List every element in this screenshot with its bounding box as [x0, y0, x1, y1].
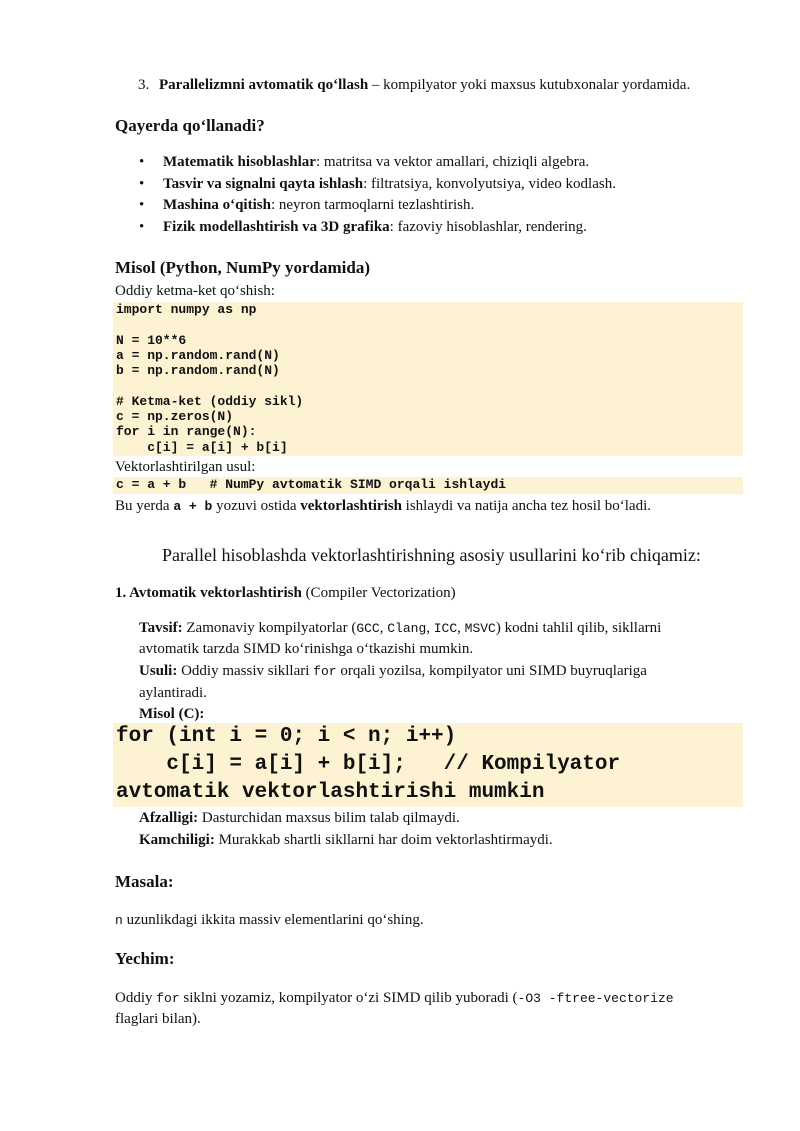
tavsif-text: ,	[457, 620, 465, 636]
where-item-text: : matritsa va vektor amallari, chiziqli algebra.	[315, 154, 590, 170]
tavsif-line-1	[139, 618, 661, 639]
masala-text-body: uzunlikdagi ikkita massiv elementlarini qo‘shing.	[122, 912, 424, 928]
code-line: import numpy as np	[116, 302, 257, 317]
code-block-python	[113, 302, 743, 456]
explain-text: Bu yerda	[115, 498, 174, 514]
code-block-vectorized	[113, 477, 743, 494]
code-line: c = a + b # NumPy avtomatik SIMD orqali ishlaydi	[116, 477, 507, 492]
list-number: 3.	[138, 77, 150, 93]
code-line	[116, 378, 740, 393]
kamchiligi-label: Kamchiligi:	[139, 832, 215, 848]
code-line: c[i] = a[i] + b[i]; // Kompilyator	[116, 753, 621, 776]
tavsif-text: ,	[379, 620, 388, 636]
usuli-line-1	[139, 661, 647, 682]
afzalligi-label: Afzalligi:	[139, 810, 199, 826]
code-line: c = np.zeros(N)	[116, 409, 234, 425]
yechim-text: siklni yozamiz, kompilyator o‘zi SIMD qilib yuboradi (	[179, 990, 518, 1006]
explain-text: ishlaydi va natija ancha tez hosil bo‘ladi.	[401, 498, 652, 514]
inline-code: MSVC	[464, 621, 496, 636]
code-line: avtomatik vektorlashtirishi mumkin	[116, 781, 545, 804]
tavsif-text: Zamonaviy kompilyatorlar (	[182, 620, 357, 636]
tavsif-label: Tavsif:	[139, 620, 183, 636]
inline-code: -O3 -ftree-vectorize	[517, 991, 674, 1006]
where-item-bold: Fizik modellashtirish va 3D grafika	[163, 219, 390, 235]
where-item-text: : filtratsiya, konvolyutsiya, video kodlash.	[363, 176, 616, 192]
code-line: b = np.random.rand(N)	[116, 363, 280, 379]
bullet-icon: •	[139, 219, 145, 235]
inline-code: GCC	[356, 621, 380, 636]
code-line: N = 10**6	[116, 332, 187, 348]
usuli-line-2: aylantiradi.	[139, 685, 207, 701]
usuli-text: orqali yozilsa, kompilyator uni SIMD buyruqlariga	[336, 663, 647, 679]
list-item-3	[138, 75, 690, 96]
vectorized-label: Vektorlashtirilgan usul:	[115, 459, 256, 475]
where-item-bold: Matematik hisoblashlar	[163, 154, 316, 170]
explain-text: yozuvi ostida	[212, 498, 301, 514]
example-heading: Misol (Python, NumPy yordamida)	[115, 258, 370, 277]
inline-code: ICC	[433, 621, 458, 636]
where-item	[139, 217, 587, 238]
where-item-bold: Mashina o‘qitish	[163, 197, 271, 213]
usuli-text: Oddiy massiv sikllari	[177, 663, 314, 679]
where-item	[139, 195, 475, 216]
where-heading: Qayerda qo‘llanadi?	[115, 116, 265, 135]
bullet-icon: •	[139, 176, 145, 192]
where-item	[139, 152, 590, 173]
explain-paragraph	[115, 496, 651, 517]
inline-code: Clang	[387, 621, 427, 636]
where-item-text: : fazoviy hisoblashlar, rendering.	[389, 219, 587, 235]
inline-code: n	[115, 913, 123, 928]
intro-sentence: Parallel hisoblashda vektorlashtirishning asosiy usullarini ko‘rib chiqamiz:	[162, 545, 701, 565]
tavsif-line-2: avtomatik tarzda SIMD ko‘rinishga o‘tkazishi mumkin.	[139, 641, 474, 657]
section-1-bold: 1. Avtomatik vektorlashtirish	[115, 585, 302, 601]
misol-c-label: Misol (C):	[139, 706, 205, 722]
afzalligi-text: Dasturchidan maxsus bilim talab qilmaydi.	[198, 810, 460, 826]
code-line	[116, 317, 740, 332]
masala-heading: Masala:	[115, 872, 174, 891]
yechim-heading: Yechim:	[115, 949, 175, 968]
code-line: # Ketma-ket (oddiy sikl)	[116, 393, 304, 409]
section-1-heading	[115, 583, 456, 604]
usuli-label: Usuli:	[139, 663, 178, 679]
yechim-line-2: flaglari bilan).	[115, 1011, 201, 1027]
inline-code: for	[313, 664, 337, 679]
where-item	[139, 174, 616, 195]
code-line: for (int i = 0; i < n; i++)	[116, 725, 457, 748]
code-line: for i in range(N):	[116, 424, 257, 440]
tavsif-text: ) kodni tahlil qilib, sikllarni	[495, 620, 662, 636]
code-line: a = np.random.rand(N)	[116, 347, 280, 363]
yechim-line-1	[115, 988, 674, 1009]
sequential-label: Oddiy ketma-ket qo‘shish:	[115, 283, 275, 299]
code-block-c	[113, 723, 743, 807]
kamchiligi-text: Murakkab shartli sikllarni har doim vektorlashtirmaydi.	[214, 832, 553, 848]
explain-bold: vektorlashtirish	[300, 498, 402, 514]
where-item-text: : neyron tarmoqlarni tezlashtirish.	[270, 197, 475, 213]
afzalligi-line	[139, 808, 460, 829]
list-item-bold: Parallelizmni avtomatik qo‘llash	[159, 77, 369, 93]
kamchiligi-line	[139, 830, 553, 851]
masala-text	[115, 910, 424, 931]
inline-code: a + b	[173, 499, 213, 514]
inline-code: for	[156, 991, 180, 1006]
where-item-bold: Tasvir va signalni qayta ishlash	[163, 176, 364, 192]
yechim-text: Oddiy	[115, 990, 157, 1006]
list-item-text: – kompilyator yoki maxsus kutubxonalar yordamida.	[368, 77, 691, 93]
bullet-icon: •	[139, 197, 145, 213]
section-1-text: (Compiler Vectorization)	[301, 585, 456, 601]
bullet-icon: •	[139, 154, 145, 170]
tavsif-text: ,	[426, 620, 434, 636]
code-line: c[i] = a[i] + b[i]	[116, 439, 288, 455]
